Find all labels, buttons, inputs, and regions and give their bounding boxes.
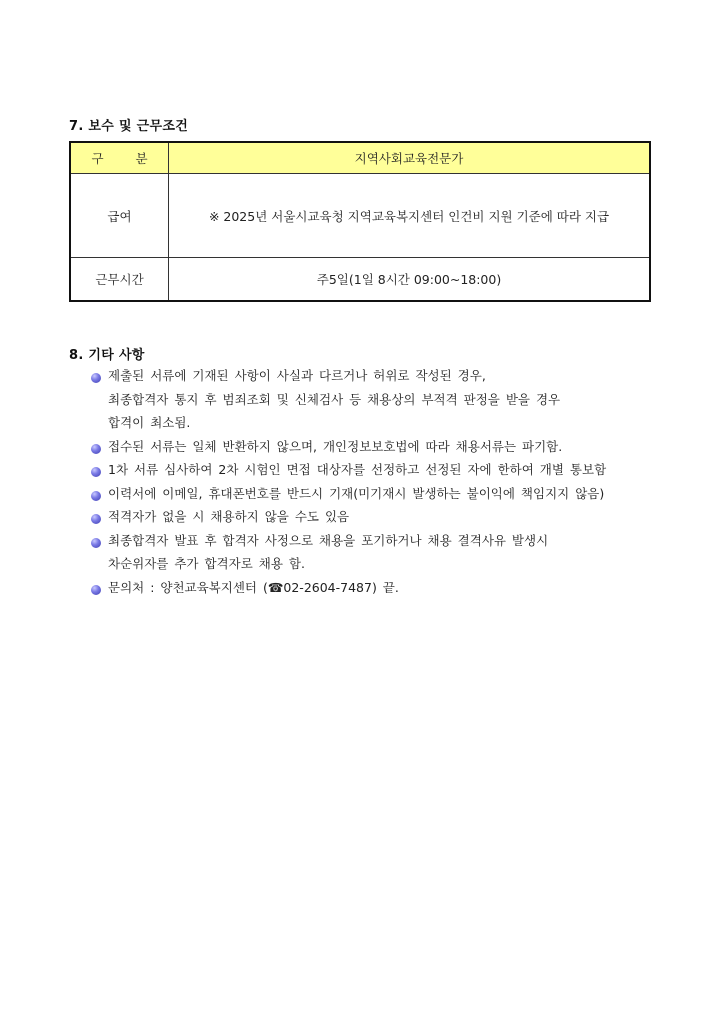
header-position: 지역사회교육전문가 — [169, 142, 651, 174]
bullet-icon — [91, 514, 101, 524]
bullet-icon — [91, 491, 101, 501]
bullet-icon — [91, 467, 101, 477]
list-item: 1차 서류 심사하여 2차 시험인 면접 대상자를 선정하고 선정된 자에 한하여 개별 통보함 — [88, 458, 668, 482]
bullet-icon — [91, 444, 101, 454]
table-row-work-hours — [70, 258, 650, 302]
compensation-table — [69, 141, 651, 302]
notes-list — [88, 364, 668, 599]
list-item: 적격자가 없을 시 채용하지 않을 수도 있음 — [88, 505, 668, 529]
list-item: 이력서에 이메일, 휴대폰번호를 반드시 기재(미기재시 발생하는 불이익에 책임지지 않음) — [88, 482, 668, 506]
list-item: 최종합격자 발표 후 합격자 사정으로 채용을 포기하거나 채용 결격사유 발생시 차순위자를 추가 합격자로 채용 함. — [88, 529, 668, 576]
list-item-contact: 문의처 : 양천교육복지센터 (☎02-2604-7487) 끝. — [88, 576, 668, 600]
bullet-icon — [91, 538, 101, 548]
bullet-icon — [91, 373, 101, 383]
list-item: 제출된 서류에 기재된 사항이 사실과 다르거나 허위로 작성된 경우, 최종합격자 통지 후 범죄조회 및 신체검사 등 채용상의 부적격 판정을 받을 경우 합격이 최소됨. — [88, 364, 668, 435]
table-row-salary — [70, 174, 650, 258]
section-8-title: 8. 기타 사항 — [69, 348, 145, 363]
table-header-row — [70, 142, 650, 174]
row-value-work-hours: 주5일(1일 8시간 09:00~18:00) — [169, 258, 651, 302]
row-value-salary: ※ 2025년 서울시교육청 지역교육복지센터 인건비 지원 기준에 따라 지급 — [169, 174, 651, 258]
row-label-work-hours: 근무시간 — [70, 258, 169, 302]
row-label-salary: 급여 — [70, 174, 169, 258]
bullet-icon — [91, 585, 101, 595]
section-7-title: 7. 보수 및 근무조건 — [69, 119, 189, 134]
list-item: 접수된 서류는 일체 반환하지 않으며, 개인정보보호법에 따라 채용서류는 파기함. — [88, 435, 668, 459]
header-category: 구 분 — [70, 142, 169, 174]
